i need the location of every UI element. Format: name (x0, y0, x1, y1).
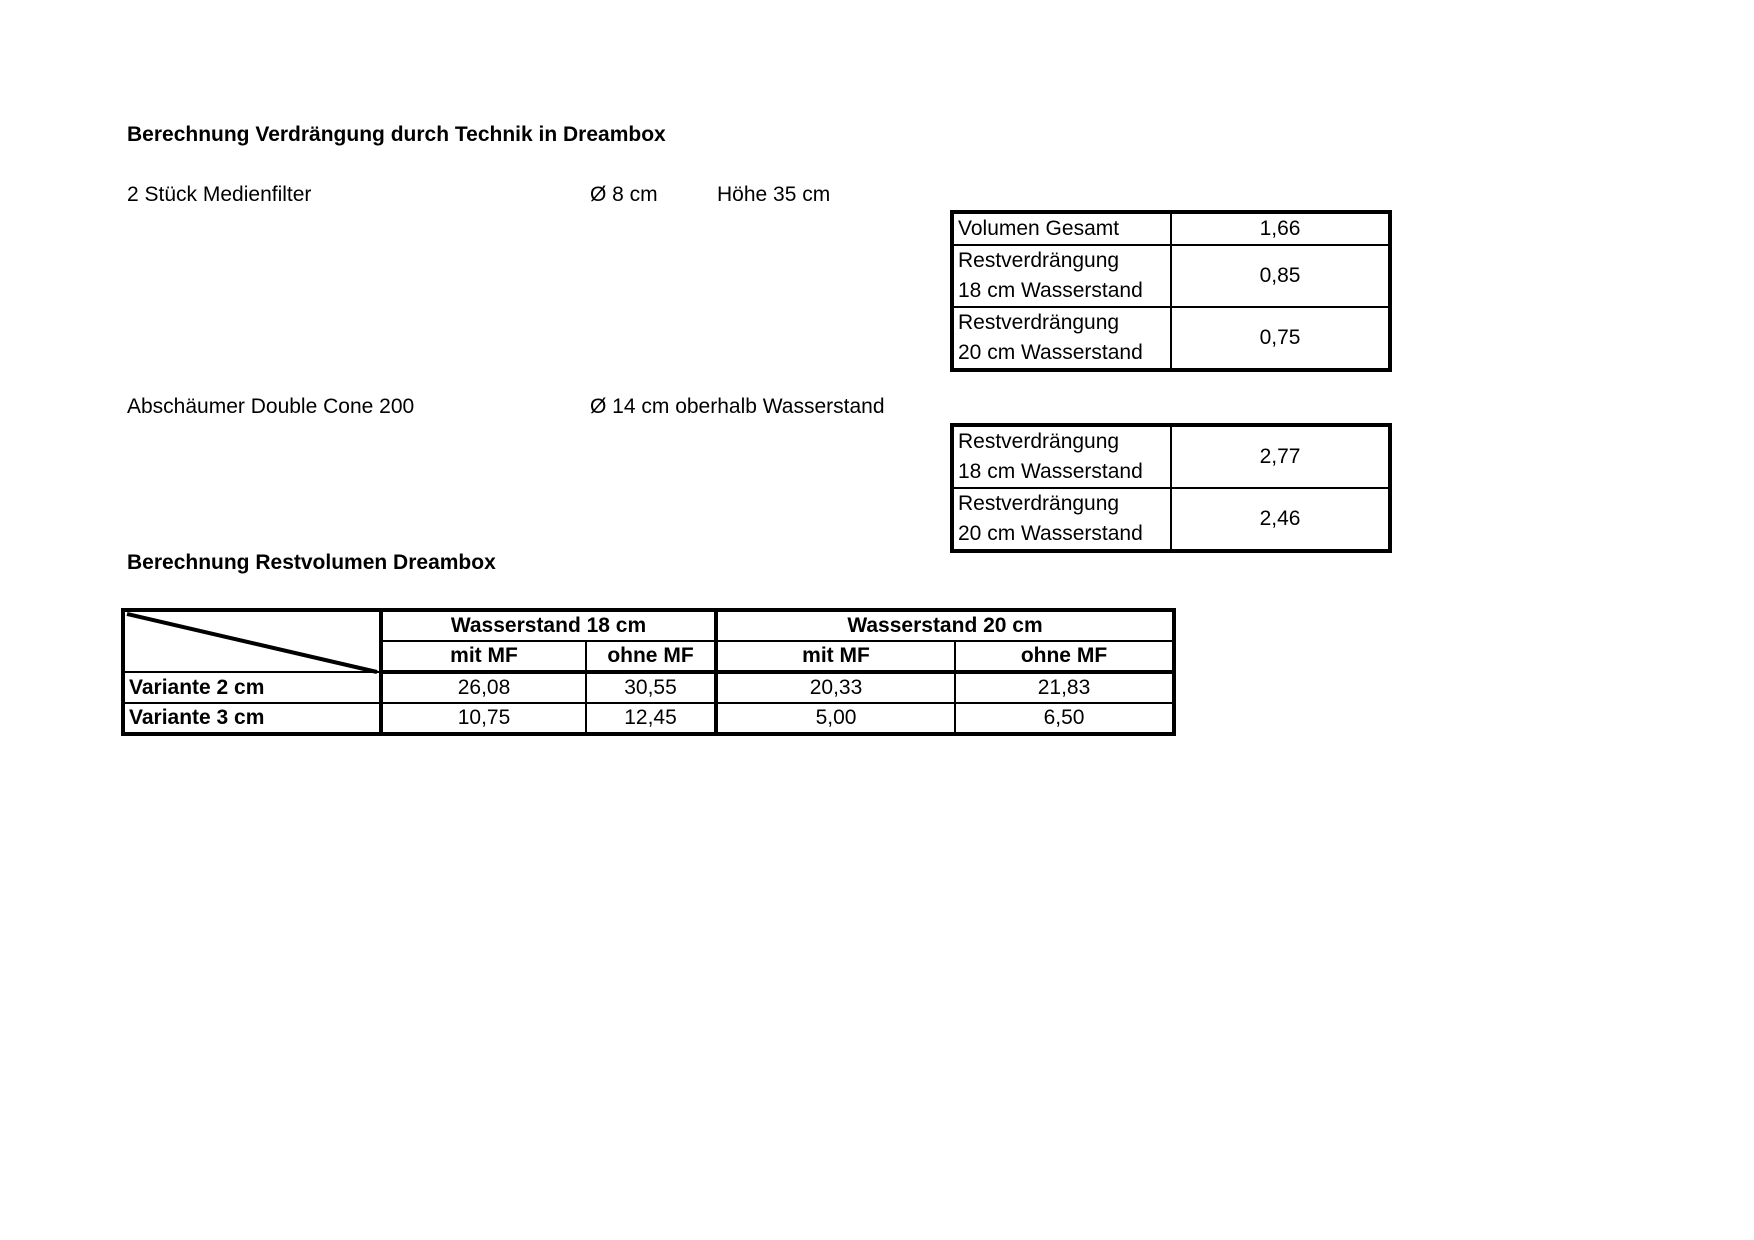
label-cell (952, 307, 1171, 370)
value-cell: 1,66 (1171, 212, 1390, 245)
table-row (123, 703, 1174, 734)
row-label: Restverdrängung (958, 430, 1120, 453)
group-header-20cm: Wasserstand 20 cm (716, 610, 1174, 641)
group-header-18cm: Wasserstand 18 cm (381, 610, 716, 641)
label-cell (952, 212, 1171, 245)
subheader-cell: ohne MF (586, 641, 716, 672)
table-row (952, 245, 1390, 307)
row-sublabel: 18 cm Wasserstand (958, 279, 1143, 302)
label-cell (952, 488, 1171, 551)
table-row (952, 212, 1390, 245)
table-cell: 12,45 (586, 703, 716, 734)
section-heading-displacement: Berechnung Verdrängung durch Technik in Dreambox (127, 123, 666, 146)
row-sublabel: 18 cm Wasserstand (958, 460, 1143, 483)
subheader-cell: mit MF (716, 641, 955, 672)
table-cell: 5,00 (716, 703, 955, 734)
table-row (123, 672, 1174, 703)
corner-cell (123, 610, 381, 672)
subheader-cell: ohne MF (955, 641, 1174, 672)
table-row (952, 425, 1390, 488)
media-filter-volume-table (950, 210, 1392, 372)
subheader-cell: mit MF (381, 641, 586, 672)
item-media-filter-height: Höhe 35 cm (717, 183, 831, 206)
label-cell (952, 245, 1171, 307)
row-label: Restverdrängung (958, 311, 1120, 334)
table-header-row (123, 610, 1174, 641)
value-cell: 0,85 (1171, 245, 1390, 307)
table-cell: 6,50 (955, 703, 1174, 734)
row-label: Restverdrängung (958, 492, 1120, 515)
value-cell: 0,75 (1171, 307, 1390, 370)
item-media-filter-name: 2 Stück Medienfilter (127, 183, 312, 206)
skimmer-volume-table (950, 423, 1392, 553)
table-cell: 10,75 (381, 703, 586, 734)
row-sublabel: 20 cm Wasserstand (958, 522, 1143, 545)
value-cell: 2,77 (1171, 425, 1390, 488)
label-cell (952, 425, 1171, 488)
row-header: Variante 3 cm (123, 703, 381, 734)
row-label: Restverdrängung (958, 249, 1120, 272)
item-skimmer-name: Abschäumer Double Cone 200 (127, 395, 415, 418)
table-row (952, 488, 1390, 551)
row-label: Volumen Gesamt (958, 217, 1120, 240)
item-skimmer-diameter: Ø 14 cm oberhalb Wasserstand (590, 395, 885, 418)
table-cell: 26,08 (381, 672, 586, 703)
table-cell: 21,83 (955, 672, 1174, 703)
value-cell: 2,46 (1171, 488, 1390, 551)
diagonal-line (125, 612, 379, 674)
remaining-volume-table (121, 608, 1176, 736)
section-heading-remaining-volume: Berechnung Restvolumen Dreambox (127, 551, 496, 574)
table-row (952, 307, 1390, 370)
table-cell: 30,55 (586, 672, 716, 703)
table-cell: 20,33 (716, 672, 955, 703)
item-media-filter-diameter: Ø 8 cm (590, 183, 658, 206)
row-header: Variante 2 cm (123, 672, 381, 703)
row-sublabel: 20 cm Wasserstand (958, 341, 1143, 364)
